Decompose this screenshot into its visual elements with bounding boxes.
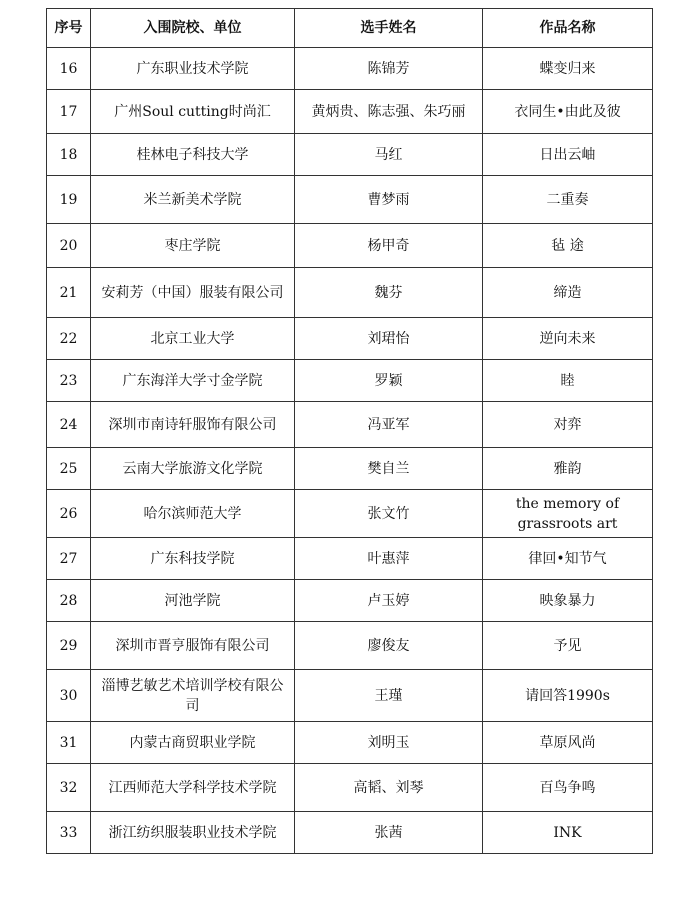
row-contestant: 杨甲奇 [295,224,483,268]
row-contestant: 罗颖 [295,360,483,402]
row-contestant: 冯亚军 [295,402,483,448]
row-unit: 广东科技学院 [91,538,295,580]
row-number: 26 [47,490,91,538]
finalist-table [46,8,653,854]
table-row [47,764,653,812]
row-work-title: 毡 途 [483,224,653,268]
header-unit: 入围院校、单位 [91,9,295,48]
table-row [47,224,653,268]
row-unit: 河池学院 [91,580,295,622]
row-number: 24 [47,402,91,448]
row-contestant: 廖俊友 [295,622,483,670]
row-contestant: 陈锦芳 [295,48,483,90]
row-contestant: 刘珺怡 [295,318,483,360]
table-row [47,538,653,580]
row-work-title: 衣同生•由此及彼 [483,90,653,134]
row-unit: 桂林电子科技大学 [91,134,295,176]
row-work-title: 睦 [483,360,653,402]
row-number: 31 [47,722,91,764]
row-number: 16 [47,48,91,90]
header-work-title: 作品名称 [483,9,653,48]
table-row [47,402,653,448]
row-work-title: 律回•知节气 [483,538,653,580]
row-contestant: 樊自兰 [295,448,483,490]
row-unit: 哈尔滨师范大学 [91,490,295,538]
row-work-title: 映象暴力 [483,580,653,622]
row-unit: 广东海洋大学寸金学院 [91,360,295,402]
row-work-title: the memory of grassroots art [483,490,653,538]
row-unit: 安莉芳（中国）服装有限公司 [91,268,295,318]
row-number: 19 [47,176,91,224]
row-contestant: 张茜 [295,812,483,854]
row-number: 20 [47,224,91,268]
table-row [47,812,653,854]
row-contestant: 王瑾 [295,670,483,722]
table-row [47,90,653,134]
table-row [47,48,653,90]
row-work-title: 予见 [483,622,653,670]
row-work-title: 对弈 [483,402,653,448]
header-contestant: 选手姓名 [295,9,483,48]
row-work-title: 日出云岫 [483,134,653,176]
header-number: 序号 [47,9,91,48]
row-unit: 浙江纺织服装职业技术学院 [91,812,295,854]
row-unit: 枣庄学院 [91,224,295,268]
row-unit: 内蒙古商贸职业学院 [91,722,295,764]
row-number: 18 [47,134,91,176]
row-unit: 广州Soul cutting时尚汇 [91,90,295,134]
row-contestant: 高韬、刘琴 [295,764,483,812]
row-number: 33 [47,812,91,854]
table-row [47,722,653,764]
row-number: 27 [47,538,91,580]
table-row [47,490,653,538]
row-unit: 淄博艺敏艺术培训学校有限公司 [91,670,295,722]
row-contestant: 叶惠萍 [295,538,483,580]
table-row [47,318,653,360]
table-row [47,176,653,224]
row-work-title: 雅韵 [483,448,653,490]
row-work-title: 请回答1990s [483,670,653,722]
finalist-table-sheet [46,8,652,854]
row-number: 30 [47,670,91,722]
row-work-title: 百鸟争鸣 [483,764,653,812]
row-contestant: 刘明玉 [295,722,483,764]
row-unit: 深圳市南诗轩服饰有限公司 [91,402,295,448]
table-header-row [47,9,653,48]
table-row [47,580,653,622]
table-row [47,268,653,318]
row-work-title: 缔造 [483,268,653,318]
row-number: 28 [47,580,91,622]
row-work-title: 逆向未来 [483,318,653,360]
row-number: 23 [47,360,91,402]
row-work-title: 蝶变归来 [483,48,653,90]
row-contestant: 曹梦雨 [295,176,483,224]
table-row [47,622,653,670]
row-number: 21 [47,268,91,318]
row-number: 32 [47,764,91,812]
row-work-title: 草原风尚 [483,722,653,764]
row-contestant: 黄炳贵、陈志强、朱巧丽 [295,90,483,134]
row-number: 29 [47,622,91,670]
row-work-title: INK [483,812,653,854]
row-number: 17 [47,90,91,134]
row-unit: 米兰新美术学院 [91,176,295,224]
row-unit: 江西师范大学科学技术学院 [91,764,295,812]
row-unit: 北京工业大学 [91,318,295,360]
row-work-title: 二重奏 [483,176,653,224]
row-contestant: 魏芬 [295,268,483,318]
row-unit: 深圳市晋亨服饰有限公司 [91,622,295,670]
row-number: 25 [47,448,91,490]
table-row [47,360,653,402]
row-contestant: 卢玉婷 [295,580,483,622]
row-contestant: 张文竹 [295,490,483,538]
row-unit: 云南大学旅游文化学院 [91,448,295,490]
table-row [47,134,653,176]
row-number: 22 [47,318,91,360]
row-unit: 广东职业技术学院 [91,48,295,90]
row-contestant: 马红 [295,134,483,176]
table-row [47,448,653,490]
table-row [47,670,653,722]
